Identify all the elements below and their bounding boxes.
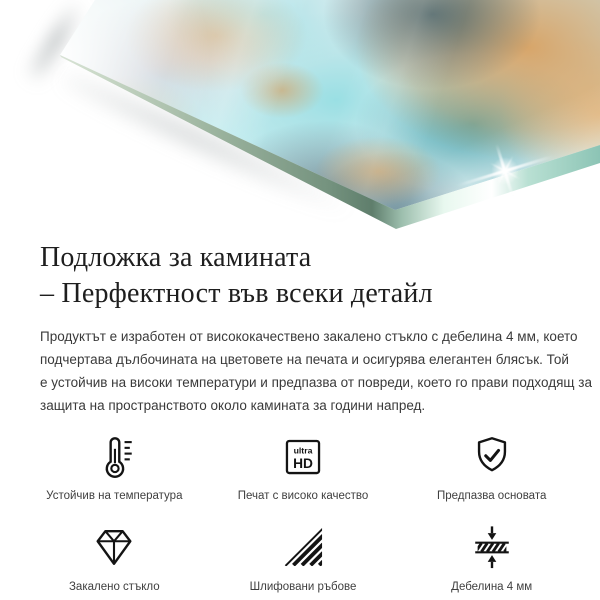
feature-label: Закалено стъкло xyxy=(68,581,160,593)
feature-tempered-glass xyxy=(20,524,209,593)
feature-protects-base xyxy=(397,433,586,502)
svg-text:HD: HD xyxy=(293,456,313,471)
page-title xyxy=(40,240,560,312)
feature-thickness xyxy=(397,524,586,593)
polished-edges-icon xyxy=(280,524,326,570)
description-line: е устойчив на високи температури и предпазва от повреди, което го прави подходящ за xyxy=(40,375,592,390)
description-line: подчертава дълбочината на цветовете на печата и осигурява елегантен блясък. Той xyxy=(40,352,569,367)
description-line: Продуктът е изработен от висококачествено закалено стъкло с дебелина 4 мм, което xyxy=(40,329,578,344)
feature-label: Дебелина 4 мм xyxy=(451,581,533,593)
description-line: защита на пространството около камината за години напред. xyxy=(40,398,426,413)
page-title-line1: Подложка за камината xyxy=(40,242,312,273)
feature-grid xyxy=(20,433,586,593)
thermometer-icon xyxy=(91,433,137,479)
product-photo xyxy=(0,0,600,238)
svg-text:ultra: ultra xyxy=(293,445,313,456)
thickness-icon xyxy=(469,524,515,570)
feature-label: Предпазва основата xyxy=(436,490,547,502)
ultra-hd-icon xyxy=(281,435,325,479)
feature-polished-edges xyxy=(209,524,398,593)
page-title-line2: – Перфектност във всеки детайл xyxy=(40,278,433,309)
shield-check-icon xyxy=(469,433,515,479)
diamond-icon xyxy=(91,524,137,570)
feature-label: Печат с високо качество xyxy=(237,490,369,502)
feature-label: Шлифовани ръбове xyxy=(249,581,357,593)
feature-print-quality xyxy=(209,433,398,502)
feature-label: Устойчив на температура xyxy=(46,490,183,502)
glass-reflection xyxy=(0,0,600,238)
feature-temperature xyxy=(20,433,209,502)
product-description xyxy=(40,325,592,417)
